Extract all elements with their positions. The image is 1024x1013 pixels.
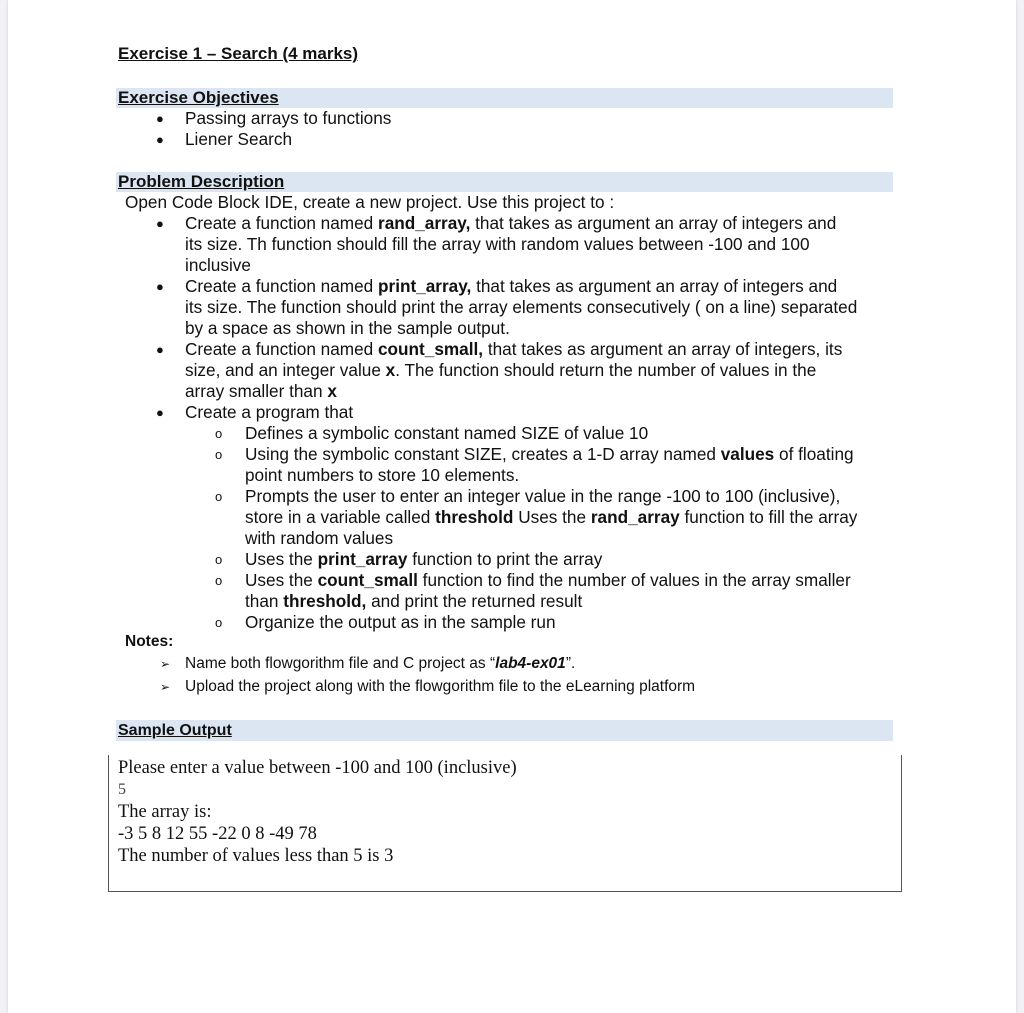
sub-bullet-icon: o (215, 615, 223, 630)
program-line: Create a program that (185, 402, 354, 422)
program-step-5-line-1: Uses the count_small function to find the number of values in the array smaller (245, 570, 851, 590)
bullet-icon: ● (156, 111, 164, 126)
bullet-icon: ● (156, 405, 164, 420)
print-array-line-3: by a space as shown in the sample output. (185, 318, 510, 338)
sample-output-line: The array is: (118, 802, 212, 822)
sub-bullet-icon: o (215, 489, 223, 504)
program-step-2-line-2: point numbers to store 10 elements. (245, 465, 520, 485)
problem-intro: Open Code Block IDE, create a new project. Use this project to : (125, 192, 615, 212)
problem-heading: Problem Description (118, 172, 285, 191)
program-step-3-line-1: Prompts the user to enter an integer value in the range -100 to 100 (inclusive), (245, 486, 841, 506)
count-small-line-1: Create a function named count_small, that takes as argument an array of integers, its (185, 339, 843, 359)
sub-bullet-icon: o (215, 552, 223, 567)
program-step-3-line-3: with random values (245, 528, 394, 548)
objective-item: Liener Search (185, 129, 293, 149)
sample-output-line: 5 (118, 781, 126, 798)
sub-bullet-icon: o (215, 426, 223, 441)
count-small-line-3: array smaller than x (185, 381, 337, 401)
arrow-bullet-icon: ➢ (160, 657, 171, 671)
sample-output-line: -3 5 8 12 55 -22 0 8 -49 78 (118, 824, 317, 844)
sub-bullet-icon: o (215, 573, 223, 588)
exercise-title: Exercise 1 – Search (4 marks) (118, 44, 359, 63)
program-step-4: Uses the print_array function to print the array (245, 549, 603, 569)
program-step-3-line-2: store in a variable called threshold Uses the rand_array function to fill the array (245, 507, 858, 527)
count-small-line-2: size, and an integer value x. The function should return the number of values in the (185, 360, 817, 380)
rand-array-line-2: its size. Th function should fill the array with random values between -100 and 100 (185, 234, 810, 254)
sample-heading-bar (116, 720, 893, 741)
program-step-1: Defines a symbolic constant named SIZE of value 10 (245, 423, 649, 443)
rand-array-line-1: Create a function named rand_array, that takes as argument an array of integers and (185, 213, 837, 233)
notes-heading: Notes: (125, 633, 174, 650)
note-2: Upload the project along with the flowgorithm file to the eLearning platform (185, 678, 696, 695)
program-step-2-line-1: Using the symbolic constant SIZE, creates a 1-D array named values of floating (245, 444, 854, 464)
objectives-heading: Exercise Objectives (118, 88, 279, 107)
print-array-line-1: Create a function named print_array, that takes as argument an array of integers and (185, 276, 838, 296)
sample-output-line: Please enter a value between -100 and 100 (inclusive) (118, 758, 517, 778)
program-step-5-line-2: than threshold, and print the returned result (245, 591, 583, 611)
program-step-6: Organize the output as in the sample run (245, 612, 556, 632)
bullet-icon: ● (156, 342, 164, 357)
bullet-icon: ● (156, 216, 164, 231)
bullet-icon: ● (156, 132, 164, 147)
objective-item: Passing arrays to functions (185, 108, 392, 128)
bullet-icon: ● (156, 279, 164, 294)
sample-output-line: The number of values less than 5 is 3 (118, 846, 394, 866)
arrow-bullet-icon: ➢ (160, 680, 171, 694)
note-1: Name both flowgorithm file and C project as “lab4-ex01”. (185, 655, 576, 672)
rand-array-line-3: inclusive (185, 255, 251, 275)
print-array-line-2: its size. The function should print the array elements consecutively ( on a line) separated (185, 297, 858, 317)
sample-heading: Sample Output (118, 722, 232, 739)
sub-bullet-icon: o (215, 447, 223, 462)
